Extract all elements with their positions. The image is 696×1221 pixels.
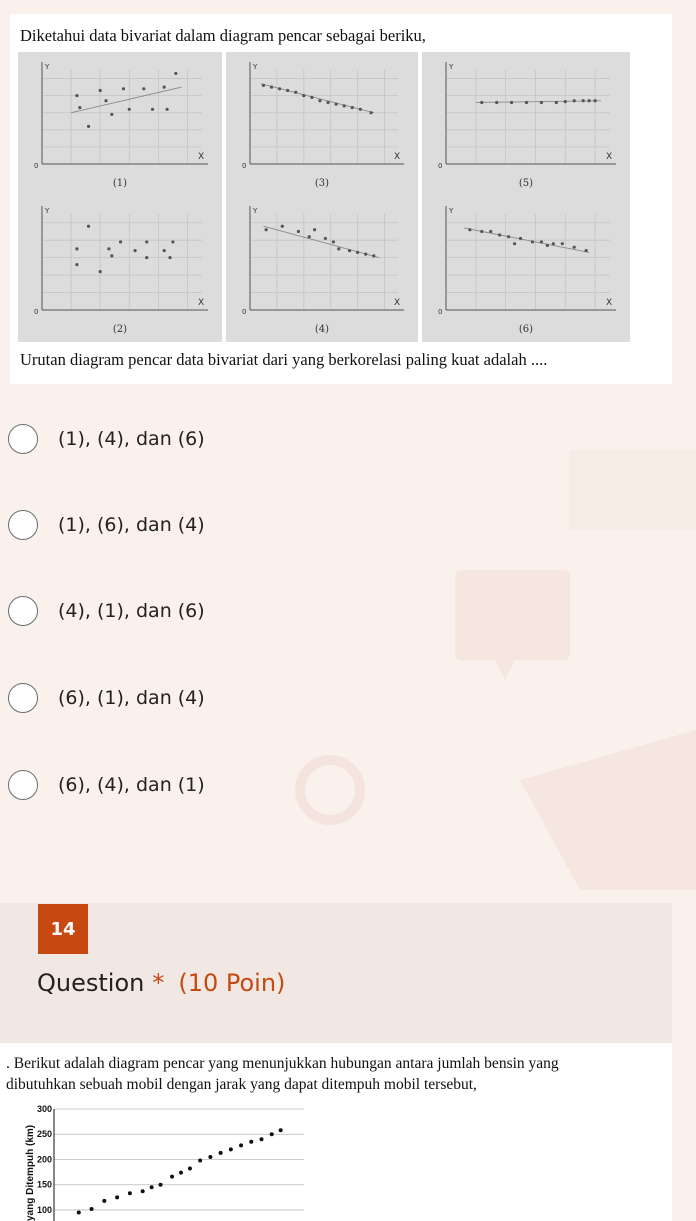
scatter-point bbox=[265, 228, 268, 231]
scatter-point bbox=[77, 1210, 81, 1214]
scatter-point bbox=[540, 240, 543, 243]
scatter-point bbox=[165, 108, 168, 111]
scatter-point bbox=[151, 108, 154, 111]
scatter-point bbox=[313, 228, 316, 231]
option-label: (6), (4), dan (1) bbox=[58, 774, 205, 796]
plot-caption: (5) bbox=[518, 178, 534, 189]
scatter-point bbox=[110, 254, 113, 257]
plot-background bbox=[422, 196, 630, 342]
radio-button[interactable] bbox=[8, 510, 38, 540]
scatter-point bbox=[356, 251, 359, 254]
scatter-point bbox=[90, 1207, 94, 1211]
scatter-plot-2 bbox=[18, 196, 222, 342]
scatter-point bbox=[170, 1175, 174, 1179]
scatter-point bbox=[372, 254, 375, 257]
scatter-point bbox=[102, 1199, 106, 1203]
scatter-point bbox=[87, 225, 90, 228]
scatter-point bbox=[270, 1132, 274, 1136]
scatter-point bbox=[179, 1171, 183, 1175]
scatter-point bbox=[142, 87, 145, 90]
scatter-point bbox=[369, 111, 372, 114]
radio-button[interactable] bbox=[8, 424, 38, 454]
plot-caption: (3) bbox=[314, 178, 330, 189]
scatter-point bbox=[335, 103, 338, 106]
scatter-point bbox=[87, 125, 90, 128]
question-14-text bbox=[6, 1053, 656, 1095]
scatter-point bbox=[260, 1137, 264, 1141]
scatter-plot-5 bbox=[422, 52, 630, 196]
scatter-point bbox=[122, 87, 125, 90]
scatter-point bbox=[163, 249, 166, 252]
origin-label: 0 bbox=[438, 162, 443, 170]
scatter-point bbox=[141, 1189, 145, 1193]
origin-label: 0 bbox=[242, 308, 247, 316]
scatter-point bbox=[145, 240, 148, 243]
scatter-plot-6 bbox=[422, 196, 630, 342]
scatter-point bbox=[525, 101, 528, 104]
question-number-badge: 14 bbox=[38, 904, 88, 954]
scatter-point bbox=[297, 230, 300, 233]
scatter-point bbox=[150, 1185, 154, 1189]
scatter-point bbox=[573, 246, 576, 249]
y-tick-label: 300 bbox=[36, 1104, 52, 1114]
origin-label: 0 bbox=[242, 162, 247, 170]
scatter-point bbox=[163, 85, 166, 88]
scatter-plot-4 bbox=[226, 196, 418, 342]
scatter-point bbox=[337, 247, 340, 250]
scatter-point bbox=[99, 270, 102, 273]
scatter-point bbox=[546, 244, 549, 247]
scatter-point bbox=[308, 235, 311, 238]
scatter-point bbox=[359, 108, 362, 111]
scatter-point bbox=[582, 99, 585, 102]
plot-background bbox=[422, 52, 630, 196]
scatter-point bbox=[351, 106, 354, 109]
scatter-point bbox=[294, 91, 297, 94]
scatter-point bbox=[480, 230, 483, 233]
y-axis-label: Y bbox=[45, 63, 50, 71]
question-13-intro: Diketahui data bivariat dalam diagram pencar sebagai beriku, bbox=[20, 26, 426, 45]
scatter-plot-3 bbox=[226, 52, 418, 196]
plot-caption: (2) bbox=[112, 324, 128, 335]
scatter-point bbox=[75, 94, 78, 97]
plot-background bbox=[18, 52, 222, 196]
scatter-point bbox=[279, 1128, 283, 1132]
scatter-point bbox=[171, 240, 174, 243]
question-13-prompt: Urutan diagram pencar data bivariat dari yang berkorelasi paling kuat adalah .... bbox=[20, 350, 548, 369]
option-2[interactable] bbox=[0, 495, 420, 555]
option-label: (1), (6), dan (4) bbox=[58, 514, 205, 536]
scatter-point bbox=[239, 1143, 243, 1147]
scatter-point bbox=[110, 113, 113, 116]
scatter-point bbox=[468, 228, 471, 231]
scatter-point bbox=[219, 1151, 223, 1155]
scatter-point bbox=[540, 101, 543, 104]
question-title bbox=[37, 969, 285, 997]
question-14-text-line-2: dibutuhkan sebuah mobil dengan jarak yang dapat ditempuh mobil tersebut, bbox=[6, 1076, 477, 1093]
question-13-image bbox=[10, 14, 672, 384]
y-axis-title: yang Ditempuh (km) bbox=[25, 1124, 36, 1221]
scatter-point bbox=[107, 247, 110, 250]
y-axis-label: Y bbox=[253, 207, 258, 215]
y-tick-label: 250 bbox=[36, 1129, 52, 1140]
option-1[interactable] bbox=[0, 409, 420, 469]
scatter-point bbox=[510, 101, 513, 104]
scatter-point bbox=[128, 1191, 132, 1195]
scatter-point bbox=[318, 99, 321, 102]
x-axis-label: X bbox=[198, 152, 205, 162]
plot-background bbox=[226, 196, 418, 342]
scatter-point bbox=[75, 263, 78, 266]
origin-label: 0 bbox=[34, 308, 39, 316]
scatter-point bbox=[249, 1140, 253, 1144]
scatter-point bbox=[278, 87, 281, 90]
scatter-point bbox=[513, 242, 516, 245]
y-tick-label: 100 bbox=[36, 1204, 52, 1215]
scatter-point bbox=[302, 94, 305, 97]
y-axis-label: Y bbox=[253, 63, 258, 71]
scatter-point bbox=[364, 253, 367, 256]
scatter-point bbox=[332, 240, 335, 243]
plot-background bbox=[226, 52, 418, 196]
scatter-point bbox=[593, 99, 596, 102]
scatter-point bbox=[188, 1167, 192, 1171]
scatter-point bbox=[588, 99, 591, 102]
radio-button[interactable] bbox=[8, 596, 38, 626]
scatter-point bbox=[324, 237, 327, 240]
scatter-point bbox=[208, 1155, 212, 1159]
scatter-point bbox=[286, 89, 289, 92]
plot-caption: (6) bbox=[518, 324, 534, 335]
scatter-point bbox=[489, 230, 492, 233]
required-mark: * bbox=[152, 969, 165, 997]
option-5[interactable] bbox=[0, 755, 420, 815]
y-axis-label: Y bbox=[449, 207, 454, 215]
question-title-text: Question bbox=[37, 969, 145, 997]
scatter-point bbox=[326, 101, 329, 104]
option-label: (6), (1), dan (4) bbox=[58, 687, 205, 709]
x-axis-label: X bbox=[394, 152, 401, 162]
y-tick-label: 200 bbox=[36, 1154, 52, 1165]
option-4[interactable] bbox=[0, 668, 420, 728]
scatter-point bbox=[262, 84, 265, 87]
question-14-text-line-1: . Berikut adalah diagram pencar yang menunjukkan hubungan antara jumlah bensin yang bbox=[6, 1055, 559, 1072]
scatter-point bbox=[348, 249, 351, 252]
scatter-point bbox=[573, 99, 576, 102]
scatter-point bbox=[174, 72, 177, 75]
plot-background bbox=[18, 196, 222, 342]
scatter-point bbox=[519, 237, 522, 240]
origin-label: 0 bbox=[438, 308, 443, 316]
y-tick-label: 150 bbox=[36, 1179, 52, 1190]
scatter-point bbox=[115, 1195, 119, 1199]
y-axis-label: Y bbox=[449, 63, 454, 71]
scatter-point bbox=[564, 100, 567, 103]
x-axis-label: X bbox=[394, 298, 401, 308]
scatter-point bbox=[552, 242, 555, 245]
radio-button[interactable] bbox=[8, 683, 38, 713]
scatter-point bbox=[555, 101, 558, 104]
origin-label: 0 bbox=[34, 162, 39, 170]
option-label: (1), (4), dan (6) bbox=[58, 428, 205, 450]
plot-caption: (1) bbox=[112, 178, 128, 189]
scatter-point bbox=[168, 256, 171, 259]
scatter-point bbox=[119, 240, 122, 243]
scatter-point bbox=[270, 85, 273, 88]
option-label: (4), (1), dan (6) bbox=[58, 600, 205, 622]
scatter-point bbox=[310, 96, 313, 99]
fuel-distance-scatter bbox=[24, 1103, 324, 1221]
scatter-point bbox=[480, 101, 483, 104]
scatter-point bbox=[99, 89, 102, 92]
scatter-point bbox=[198, 1158, 202, 1162]
scatter-point bbox=[531, 240, 534, 243]
scatter-point bbox=[343, 104, 346, 107]
scatter-point bbox=[145, 256, 148, 259]
scatter-point bbox=[159, 1183, 163, 1187]
y-axis-label: Y bbox=[45, 207, 50, 215]
x-axis-label: X bbox=[606, 152, 613, 162]
points-label: (10 Poin) bbox=[178, 969, 286, 997]
scatter-point bbox=[498, 233, 501, 236]
scatter-point bbox=[229, 1147, 233, 1151]
scatter-point bbox=[281, 225, 284, 228]
x-axis-label: X bbox=[198, 298, 205, 308]
option-3[interactable] bbox=[0, 581, 420, 641]
scatter-point bbox=[585, 249, 588, 252]
x-axis-label: X bbox=[606, 298, 613, 308]
scatter-point bbox=[78, 106, 81, 109]
scatter-point bbox=[75, 247, 78, 250]
scatter-point bbox=[561, 242, 564, 245]
scatter-point bbox=[507, 235, 510, 238]
question-14-image bbox=[0, 1043, 672, 1221]
scatter-point bbox=[128, 108, 131, 111]
scatter-point bbox=[133, 249, 136, 252]
scatter-point bbox=[104, 99, 107, 102]
radio-button[interactable] bbox=[8, 770, 38, 800]
scatter-plot-1 bbox=[18, 52, 222, 196]
plot-caption: (4) bbox=[314, 324, 330, 335]
scatter-point bbox=[495, 101, 498, 104]
